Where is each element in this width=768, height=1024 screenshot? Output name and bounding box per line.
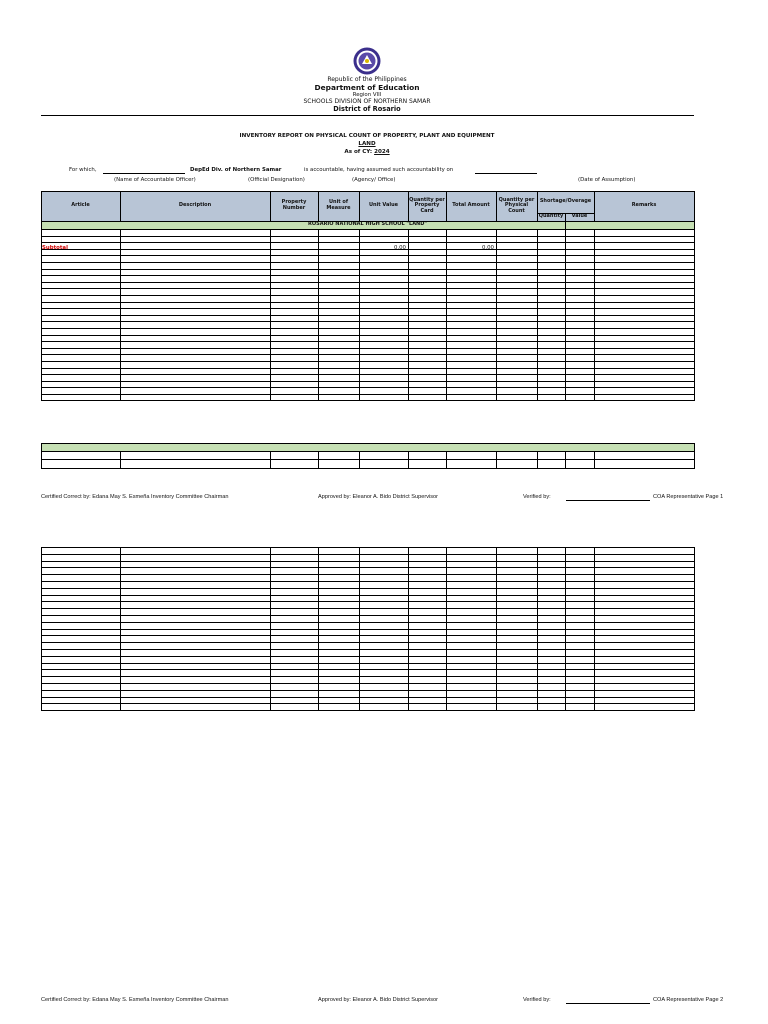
verified-text-1: Verified by: [523, 494, 551, 500]
grid-row-line [41, 387, 694, 388]
grid-col-line [537, 547, 538, 711]
grid-row-line [41, 295, 694, 296]
grid-col-line [496, 451, 497, 468]
grid-row-line [41, 574, 694, 575]
grid-col-line [270, 191, 271, 221]
grid-col-line [41, 443, 42, 469]
grid-row-line [41, 451, 694, 452]
certified-text-2: Certified Correct by: Edana May S. Esmeña Inventory Committee Chairman [41, 997, 229, 1003]
grid-col-line [270, 229, 271, 400]
grid-col-line [408, 229, 409, 400]
grid-row-line [41, 275, 694, 276]
accountable-text: is accountable, having assumed such accountability on [304, 167, 454, 173]
grid-row-line [41, 635, 694, 636]
grid-row-line [41, 262, 694, 263]
grid-row-line [41, 567, 694, 568]
col-value: Value [571, 213, 588, 220]
designation-caption: (Official Designation) [248, 177, 305, 183]
report-title: INVENTORY REPORT ON PHYSICAL COUNT OF PROPERTY, PLANT AND EQUIPMENT [239, 133, 495, 139]
grid-col-line [594, 229, 595, 400]
agency-caption: (Agency/ Office) [352, 177, 396, 183]
grid-col-line [565, 213, 566, 400]
grid-row-line [41, 622, 694, 623]
grid-row-line [41, 374, 694, 375]
grid-row-line [41, 468, 694, 469]
verified-underline-2 [566, 1003, 650, 1004]
grid-row-line [41, 601, 694, 602]
division-text: SCHOOLS DIVISION OF NORTHERN SAMAR [303, 98, 431, 105]
certified-text-1: Certified Correct by: Edana May S. Esmeña Inventory Committee Chairman [41, 494, 229, 500]
grid-col-line [359, 547, 360, 711]
grid-row-line [41, 335, 694, 336]
grid-row-line [41, 703, 694, 704]
grid-row-line [41, 328, 694, 329]
department-text: Department of Education [314, 83, 420, 92]
subtotal-total-amount: 0.00 [481, 245, 494, 251]
grid-col-line [120, 451, 121, 468]
grid-col-line [446, 229, 447, 400]
grid-row-line [41, 315, 694, 316]
grid-row-line [41, 221, 694, 222]
approved-text-1: Approved by: Eleanor A. Bido District Supervisor [318, 494, 439, 500]
verified-underline-1 [566, 500, 650, 501]
grid-row-line [41, 341, 694, 342]
grid-row-line [41, 459, 694, 460]
secondary-table [41, 443, 695, 469]
grid-col-line [694, 547, 695, 711]
grid-row-line [41, 443, 694, 444]
grid-col-line [446, 547, 447, 711]
grid-row-line [41, 282, 694, 283]
inventory-table [41, 191, 695, 401]
col-remarks: Remarks [631, 202, 657, 209]
date-underline [475, 173, 537, 174]
grid-col-line [594, 451, 595, 468]
as-of-year: 2024 [374, 149, 390, 155]
deped-seal-icon [353, 47, 381, 75]
grid-row-line [41, 608, 694, 609]
grid-row-line [41, 615, 694, 616]
col-property-number: Property Number [281, 199, 307, 211]
subtotal-label: Subtotal [42, 245, 68, 251]
grid-col-line [408, 451, 409, 468]
grid-col-line [594, 191, 595, 221]
republic-text: Republic of the Philippines [327, 76, 407, 83]
grid-row-line [41, 710, 694, 711]
grid-row-line [41, 588, 694, 589]
grid-col-line [120, 191, 121, 221]
subtotal-unit-value: 0.00 [393, 245, 406, 251]
grid-col-line [270, 547, 271, 711]
for-which-text: For which, [69, 167, 97, 173]
grid-col-line [537, 451, 538, 468]
grid-row-line [41, 629, 694, 630]
district-text: District of Rosario [333, 105, 401, 113]
grid-col-line [694, 191, 695, 401]
grid-row-line [41, 595, 694, 596]
grid-col-line [496, 229, 497, 400]
grid-row-line [41, 581, 694, 582]
grid-row-line [41, 269, 694, 270]
grid-row-line [41, 321, 694, 322]
grid-col-line [318, 191, 319, 221]
designation-value: DepEd Div. of Northern Samar [190, 167, 282, 173]
col-total-amount: Total Amount [452, 202, 490, 209]
name-underline [103, 173, 185, 174]
grid-row-line [41, 368, 694, 369]
col-qty-physical-count: Quantity per Physical Count [498, 196, 535, 214]
grid-row-line [41, 354, 694, 355]
col-description: Description [178, 202, 212, 209]
grid-row-line [41, 348, 694, 349]
col-unit-of-measure: Unit of Measure [326, 199, 351, 211]
report-as-of [0, 149, 734, 155]
grid-col-line [565, 451, 566, 468]
grid-row-line [41, 394, 694, 395]
page-2-table [41, 547, 695, 711]
grid-row-line [41, 561, 694, 562]
report-category: LAND [358, 141, 376, 147]
col-article: Article [71, 202, 90, 209]
grid-row-line [41, 690, 694, 691]
grid-row-line [41, 361, 694, 362]
grid-col-line [537, 229, 538, 400]
name-caption: (Name of Accountable Officer) [114, 177, 196, 183]
region-text: Region VIII [352, 92, 382, 98]
grid-col-line [496, 547, 497, 711]
grid-col-line [318, 547, 319, 711]
grid-row-line [41, 288, 694, 289]
grid-col-line [318, 451, 319, 468]
col-qty-property-card: Quantity per Property Card [409, 196, 445, 214]
grid-col-line [537, 191, 538, 221]
grid-col-line [120, 547, 121, 711]
grid-col-line [359, 229, 360, 400]
grid-row-line [41, 229, 694, 230]
coa-text-2: COA Representative Page 2 [653, 997, 724, 1003]
approved-text-2: Approved by: Eleanor A. Bido District Supervisor [318, 997, 439, 1003]
grid-row-line [41, 676, 694, 677]
grid-row-line [41, 381, 694, 382]
grid-col-line [408, 191, 409, 221]
grid-row-line [41, 302, 694, 303]
grid-row-line [41, 400, 694, 401]
grid-col-line [446, 451, 447, 468]
verified-text-2: Verified by: [523, 997, 551, 1003]
grid-col-line [496, 191, 497, 221]
grid-row-line [41, 656, 694, 657]
grid-row-line [41, 669, 694, 670]
col-quantity: Quantity [538, 213, 564, 220]
grid-row-line [41, 242, 694, 243]
coa-text-1: COA Representative Page 1 [653, 494, 724, 500]
grid-row-line [41, 191, 694, 192]
grid-row-line [41, 236, 694, 237]
grid-col-line [694, 443, 695, 469]
secondary-header-fill [41, 443, 694, 451]
grid-col-line [565, 547, 566, 711]
grid-col-line [359, 451, 360, 468]
grid-col-line [446, 191, 447, 221]
grid-row-line [41, 649, 694, 650]
grid-col-line [120, 229, 121, 400]
grid-row-line [41, 683, 694, 684]
grid-col-line [408, 547, 409, 711]
grid-row-line [41, 642, 694, 643]
grid-col-line [318, 229, 319, 400]
grid-col-line [270, 451, 271, 468]
grid-row-line [41, 249, 694, 250]
col-shortage-overage: Shortage/Overage [539, 198, 592, 205]
as-of-label: As of CY: [344, 149, 373, 155]
grid-row-line [41, 554, 694, 555]
grid-row-line [41, 308, 694, 309]
header-divider [41, 115, 694, 116]
grid-col-line [41, 547, 42, 711]
grid-row-line [41, 697, 694, 698]
grid-col-line [359, 191, 360, 221]
grid-row-line [41, 663, 694, 664]
date-caption: (Date of Assumption) [578, 177, 636, 183]
group-row-label: ROSARIO NATIONAL HIGH SCHOOL "LAND" [308, 221, 427, 228]
grid-row-line [41, 547, 694, 548]
grid-row-line [41, 255, 694, 256]
col-unit-value: Unit Value [368, 202, 399, 209]
grid-col-line [41, 191, 42, 401]
grid-col-line [594, 547, 595, 711]
